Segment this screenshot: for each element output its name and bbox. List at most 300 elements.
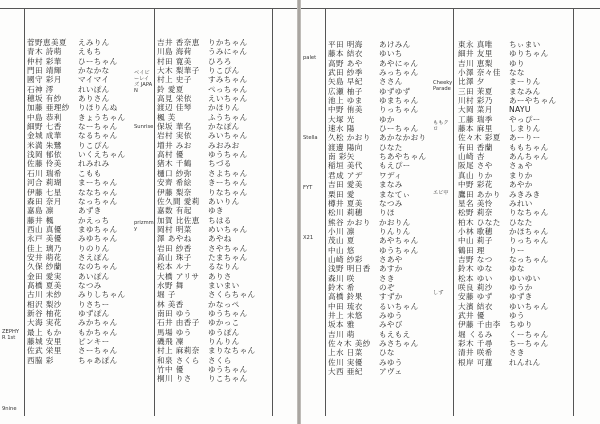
list-row xyxy=(455,320,573,329)
member-name: 増井 みお xyxy=(157,140,192,150)
member-name: 根岸 可蓮 xyxy=(458,357,493,367)
group-label: Sunrise xyxy=(134,124,154,130)
member-nickname: NAYU xyxy=(509,105,531,115)
member-nickname: さえぽん xyxy=(78,252,110,262)
list-row xyxy=(154,346,272,355)
member-nickname: みりしちゃん xyxy=(78,290,126,300)
member-name: 菅野恵美夏 xyxy=(27,38,67,47)
member-nickname: うみにゃん xyxy=(208,47,248,57)
list-row xyxy=(325,208,453,217)
member-name: 細井 友里 xyxy=(458,49,493,59)
list-row xyxy=(325,105,453,114)
member-name: 速水 陽 xyxy=(328,124,355,134)
member-name: 細野 七香 xyxy=(27,122,62,132)
member-name: 山崎 紗彩 xyxy=(328,254,363,264)
member-name: 茂山 夏 xyxy=(328,236,355,246)
member-nickname: りさちー xyxy=(78,299,110,309)
member-name: 鶴田 理 xyxy=(458,245,485,255)
member-name: 嘉数 有起 xyxy=(157,206,192,216)
list-row xyxy=(325,330,453,339)
member-name: 浅野 明日香 xyxy=(328,264,371,274)
member-name: 藤城 安里 xyxy=(27,337,62,346)
list-row xyxy=(455,68,573,77)
member-name: 松本 ルナ xyxy=(157,262,192,272)
member-name: 堀 くるみ xyxy=(458,329,493,339)
member-nickname: れいぽん xyxy=(78,84,110,94)
member-name: 佐川 実優 xyxy=(328,357,363,367)
member-name: 吉川 萌 xyxy=(328,329,355,339)
list-row xyxy=(154,85,272,94)
member-name: 楓 芙 xyxy=(157,112,176,122)
group-label: X21 xyxy=(303,235,314,241)
member-nickname: すずか xyxy=(379,292,403,302)
list-row xyxy=(154,290,272,299)
member-nickname: あやにゃん xyxy=(379,58,419,68)
member-name: 伊藤 千由李 xyxy=(458,320,501,330)
list-row xyxy=(455,208,573,217)
member-name: 磯飛 凜 xyxy=(157,337,184,346)
list-row xyxy=(154,262,272,271)
member-name: 平田 明海 xyxy=(328,40,363,49)
group-label: しず xyxy=(433,290,444,296)
member-name: 川村 彩乃 xyxy=(458,96,493,106)
list-row xyxy=(154,169,272,178)
list-row xyxy=(154,328,272,337)
group-label: Cheeky Parade xyxy=(433,80,453,92)
member-nickname: まーちゃん xyxy=(78,178,118,188)
list-row xyxy=(154,365,272,374)
member-nickname: マイマイ xyxy=(78,75,110,85)
member-name: 中野 侑美 xyxy=(328,105,363,115)
member-name: 高見 栄依 xyxy=(157,94,192,104)
list-row xyxy=(24,94,154,103)
member-name: 高橋 鈴果 xyxy=(328,292,363,302)
member-nickname: アヴェ xyxy=(379,367,403,377)
member-nickname: りこぴん xyxy=(208,66,240,76)
left-col-2 xyxy=(154,38,272,384)
member-nickname: きょうちゃん xyxy=(78,112,126,122)
group-label: ZEPHYR 1st xyxy=(2,329,20,341)
group-label: ベイビーレイズ JAPAN xyxy=(134,70,153,94)
member-name: 大海 実花 xyxy=(27,318,62,328)
member-name: 松野 莉奈 xyxy=(458,208,493,218)
right-page xyxy=(301,0,600,424)
member-name: 久松 かおり xyxy=(328,133,371,143)
member-name: 堀 子 xyxy=(157,290,176,300)
list-row xyxy=(24,328,154,337)
member-nickname: ちーちゃん xyxy=(509,339,549,348)
member-name: 鈴 愛夏 xyxy=(157,84,184,94)
member-name: 村田 寛美 xyxy=(157,56,192,66)
member-name: 三田 茉夏 xyxy=(458,86,493,96)
member-nickname: なな xyxy=(509,68,525,78)
member-nickname: さあや xyxy=(379,254,403,264)
member-nickname: しまりん xyxy=(509,124,541,134)
member-nickname: まーりん xyxy=(509,77,541,87)
list-row xyxy=(455,124,573,133)
list-row xyxy=(455,264,573,273)
member-nickname: かなっぺ xyxy=(208,299,240,309)
member-name: 中田 琉衣 xyxy=(328,301,363,311)
list-row xyxy=(154,47,272,56)
list-row xyxy=(455,40,573,49)
member-nickname: たまちゃん xyxy=(208,252,248,262)
member-nickname: えもち xyxy=(78,47,102,57)
member-nickname: あんちゃん xyxy=(509,152,549,162)
member-name: 吉井 香奈恵 xyxy=(157,38,200,47)
member-nickname: りなちゃん xyxy=(208,187,248,197)
member-name: 林 美香 xyxy=(157,299,184,309)
member-name: 藤本 結衣 xyxy=(328,49,363,59)
list-row xyxy=(455,115,573,124)
list-row xyxy=(455,180,573,189)
member-name: 小川 凛 xyxy=(328,226,355,236)
list-row xyxy=(154,281,272,290)
member-name: 中野 彩花 xyxy=(458,180,493,190)
member-nickname: みきみき xyxy=(509,189,541,199)
member-name: 鈴木 ゆな xyxy=(458,264,493,274)
list-row xyxy=(455,171,573,180)
list-row xyxy=(325,143,453,152)
member-nickname: りっちゃん xyxy=(509,236,549,246)
list-row xyxy=(154,38,272,47)
member-nickname: あいぽん xyxy=(78,271,110,281)
group-label: FYT xyxy=(303,185,313,191)
member-nickname: いくえちゃん xyxy=(78,150,126,160)
member-nickname: みさちゃん xyxy=(379,339,419,348)
member-name: 加藤 亜理紗 xyxy=(27,103,70,113)
member-nickname: さくらちゃん xyxy=(208,290,256,300)
list-row xyxy=(154,216,272,225)
list-row xyxy=(24,113,154,122)
list-row xyxy=(325,367,453,376)
member-name: 有田 香蘭 xyxy=(458,142,493,152)
member-name: 佐久間 愛莉 xyxy=(157,196,200,206)
list-row xyxy=(154,272,272,281)
list-row xyxy=(455,152,573,161)
member-name: 坂本 雅 xyxy=(328,320,355,330)
member-nickname: ゆいちゃん xyxy=(509,301,549,311)
member-nickname: かほりん xyxy=(208,103,240,113)
member-name: 新谷 柚花 xyxy=(27,308,62,318)
member-nickname: かなぽん xyxy=(208,122,240,132)
group-label: 9nine xyxy=(2,406,17,412)
list-row xyxy=(154,150,272,159)
list-row xyxy=(24,57,154,66)
member-name: 村上 史子 xyxy=(157,75,192,85)
list-row xyxy=(154,356,272,365)
list-row xyxy=(455,339,573,348)
member-nickname: あやか xyxy=(509,180,533,190)
member-nickname: こもも xyxy=(78,168,102,178)
list-row xyxy=(325,246,453,255)
member-name: 石神 澪 xyxy=(27,84,54,94)
member-nickname: かえっち xyxy=(78,215,110,225)
list-row xyxy=(455,161,573,170)
list-row xyxy=(455,96,573,105)
member-name: 武田 紗季 xyxy=(328,68,363,78)
member-nickname: あーやちゃん xyxy=(509,96,557,106)
member-nickname: さよちゃん xyxy=(208,168,248,178)
member-name: 相沢 梨沙 xyxy=(27,299,62,309)
member-name: 河合 莉瑚 xyxy=(27,178,62,188)
member-name: 村上 麻莉奈 xyxy=(157,346,200,356)
member-name: 安齊 希絵 xyxy=(157,178,192,188)
list-row xyxy=(325,236,453,245)
member-nickname: ささん xyxy=(379,77,403,87)
list-row xyxy=(24,131,154,140)
list-row xyxy=(154,188,272,197)
member-nickname: ひなた xyxy=(379,142,403,152)
member-name: 和泉 さくら xyxy=(157,355,200,365)
list-row xyxy=(455,105,573,114)
member-nickname: りー xyxy=(509,245,525,255)
member-name: 岡村 明菜 xyxy=(157,224,192,234)
list-row xyxy=(154,318,272,327)
list-row xyxy=(325,199,453,208)
list-row xyxy=(24,309,154,318)
member-name: 水野 舞 xyxy=(157,280,184,290)
list-row xyxy=(325,320,453,329)
list-row xyxy=(24,197,154,206)
list-row xyxy=(325,311,453,320)
list-row xyxy=(24,47,154,56)
list-row xyxy=(455,330,573,339)
member-nickname: ゆり xyxy=(509,58,525,68)
member-name: 佐藤 伶美 xyxy=(27,159,62,169)
list-row xyxy=(154,234,272,243)
member-name: 佐々木 美紗 xyxy=(328,339,371,348)
member-nickname: なーちゃん xyxy=(78,122,118,132)
member-name: 武井 優 xyxy=(458,310,485,320)
member-name: 高野 あや xyxy=(328,58,363,68)
list-row xyxy=(154,131,272,140)
member-nickname: ひなた xyxy=(509,217,533,227)
member-nickname: くーちゃん xyxy=(509,329,549,339)
list-row xyxy=(455,133,573,142)
member-nickname: れみれみ xyxy=(78,159,110,169)
list-row xyxy=(325,302,453,311)
member-nickname: ゆうちゃん xyxy=(208,308,248,318)
list-row xyxy=(325,161,453,170)
list-row xyxy=(455,255,573,264)
list-row xyxy=(455,302,573,311)
list-row xyxy=(325,255,453,264)
member-nickname: なっちゃん xyxy=(509,254,549,264)
group-label: エビ中 xyxy=(433,190,449,196)
list-row xyxy=(154,94,272,103)
member-nickname: みいちゃん xyxy=(208,131,248,141)
member-nickname: あやね xyxy=(208,234,232,244)
list-row xyxy=(154,159,272,168)
member-nickname: さくら xyxy=(208,355,232,365)
member-nickname: りほ xyxy=(379,208,395,218)
member-nickname: ちぃまい xyxy=(509,40,541,49)
member-name: 金田 愛実 xyxy=(27,271,62,281)
member-name: 大西 亜紀 xyxy=(328,367,363,377)
list-row xyxy=(154,300,272,309)
member-name: 南田 ゆう xyxy=(157,308,192,318)
member-nickname: ゆき xyxy=(208,206,224,216)
member-name: 國守 彩月 xyxy=(27,75,62,85)
list-row xyxy=(455,246,573,255)
member-nickname: あいりん xyxy=(208,196,240,206)
member-nickname: ありさん xyxy=(78,94,110,104)
member-nickname: まなみ xyxy=(379,180,403,190)
member-nickname: みっちゃん xyxy=(379,68,419,78)
member-nickname: れんれん xyxy=(509,357,541,367)
member-nickname: ゆな xyxy=(509,264,525,274)
list-row xyxy=(24,169,154,178)
member-name: 西山 真優 xyxy=(27,224,62,234)
group-label: ももクロ xyxy=(433,120,449,132)
member-name: 樽井 夏美 xyxy=(328,198,363,208)
member-name: 石川 瑞希 xyxy=(27,168,62,178)
member-name: 大濱 結衣 xyxy=(458,301,493,311)
list-row xyxy=(455,190,573,199)
right-col-2 xyxy=(455,40,573,367)
member-name: 鈴木 希 xyxy=(328,282,355,292)
member-nickname: ひーちゃん xyxy=(78,56,118,66)
list-row xyxy=(325,40,453,49)
member-name: 藤本 麻里 xyxy=(458,124,493,134)
member-nickname: なのちゃん xyxy=(78,262,118,272)
member-name: 米満 朱鷺 xyxy=(27,140,62,150)
list-row xyxy=(24,290,154,299)
member-nickname: まなみん xyxy=(509,86,541,96)
top-rule xyxy=(0,8,297,9)
list-row xyxy=(325,274,453,283)
member-nickname: みゆう xyxy=(379,357,403,367)
member-nickname: ゆずき xyxy=(509,292,533,302)
left-page xyxy=(0,0,297,424)
member-nickname: のぞ xyxy=(379,282,395,292)
member-nickname: かおりん xyxy=(379,217,411,227)
column-rule xyxy=(573,8,574,416)
member-name: 澤 あやね xyxy=(157,234,192,244)
member-name: 星名 美怜 xyxy=(458,198,493,208)
column-rule xyxy=(272,8,273,416)
list-row xyxy=(455,358,573,367)
member-name: 佳上 璃乃 xyxy=(27,243,62,253)
member-nickname: ちあやちゃん xyxy=(379,152,427,162)
member-name: 嘉島 凛 xyxy=(27,206,54,216)
column-rule xyxy=(453,8,454,416)
list-row xyxy=(154,337,272,346)
list-row xyxy=(154,309,272,318)
member-name: 森田 奈月 xyxy=(27,196,62,206)
member-name: 彩木 千尋 xyxy=(458,339,493,348)
member-nickname: ひーちゃん xyxy=(379,124,419,134)
list-row xyxy=(24,262,154,271)
member-name: 井上 未悠 xyxy=(328,310,363,320)
member-name: 君成 アデ xyxy=(328,170,363,180)
group-label: palet xyxy=(303,55,317,61)
member-name: 大岡 菜月 xyxy=(458,105,493,115)
member-nickname: ちづる xyxy=(208,159,232,169)
list-row xyxy=(154,374,272,383)
member-name: 川島 海荷 xyxy=(157,47,192,57)
member-nickname: ゆかっこ xyxy=(208,318,240,328)
member-name: 南 彩矢 xyxy=(328,152,355,162)
member-nickname: ぺっちゃん xyxy=(208,84,248,94)
list-row xyxy=(154,244,272,253)
list-row xyxy=(24,272,154,281)
list-row xyxy=(325,133,453,142)
member-name: 清井 咲希 xyxy=(458,348,493,358)
member-nickname: りなちゃん xyxy=(509,208,549,218)
member-name: 比澤 夕 xyxy=(458,77,485,87)
list-row xyxy=(24,103,154,112)
member-name: 保坂 華名 xyxy=(157,122,192,132)
list-row xyxy=(154,122,272,131)
member-nickname: なつみ xyxy=(379,198,403,208)
member-name: 岩村 実依 xyxy=(157,131,192,141)
list-row xyxy=(325,96,453,105)
list-row xyxy=(325,264,453,273)
member-nickname: りこぴん xyxy=(78,140,110,150)
member-name: 矢島 早紀 xyxy=(328,77,363,87)
member-nickname: ひな xyxy=(379,348,395,358)
list-row xyxy=(24,141,154,150)
member-nickname: りんりん xyxy=(208,337,240,346)
member-name: 渡辺 佳琴 xyxy=(157,103,192,113)
list-row xyxy=(154,75,272,84)
member-name: 大木 梨華子 xyxy=(157,66,200,76)
member-name: 伊藤 七星 xyxy=(27,187,62,197)
list-row xyxy=(455,218,573,227)
member-name: 稲垣 美代 xyxy=(328,161,363,171)
list-row xyxy=(325,339,453,348)
member-nickname: ちはる xyxy=(208,215,232,225)
member-nickname: ゆか xyxy=(379,114,395,124)
list-row xyxy=(24,253,154,262)
member-nickname: あけみん xyxy=(379,40,411,49)
member-nickname: あずき xyxy=(78,206,102,216)
member-nickname: ゆうちゃん xyxy=(208,150,248,160)
member-name: 金城 成華 xyxy=(27,131,62,141)
member-name: 中島 恭利 xyxy=(27,112,62,122)
member-name: 門田 靖輝 xyxy=(27,66,62,76)
member-name: 小林 歌穂 xyxy=(458,226,493,236)
list-row xyxy=(154,103,272,112)
list-row xyxy=(24,356,154,365)
list-row xyxy=(24,188,154,197)
member-name: 鷹田 あかり xyxy=(458,189,501,199)
top-rule xyxy=(301,8,600,9)
member-name: 青木 詩萌 xyxy=(27,47,62,57)
member-name: 工藤 瑞季 xyxy=(458,114,493,124)
list-row xyxy=(455,311,573,320)
list-row xyxy=(455,236,573,245)
list-row xyxy=(455,227,573,236)
member-name: 山崎 杏 xyxy=(458,152,485,162)
list-row xyxy=(455,143,573,152)
member-nickname: みやび xyxy=(379,320,403,330)
list-row xyxy=(325,152,453,161)
member-name: 熊谷 かおり xyxy=(328,217,371,227)
list-row xyxy=(154,225,272,234)
member-name: 中山 悠 xyxy=(328,245,355,255)
member-nickname: ななちゃん xyxy=(78,187,118,197)
member-nickname: えいちゃん xyxy=(208,94,248,104)
member-nickname: りっちゃん xyxy=(379,105,419,115)
list-row xyxy=(24,178,154,187)
member-nickname: めいちゃん xyxy=(208,224,248,234)
member-nickname: ありさ xyxy=(208,271,232,281)
list-row xyxy=(24,244,154,253)
member-nickname: えみりん xyxy=(78,38,110,47)
